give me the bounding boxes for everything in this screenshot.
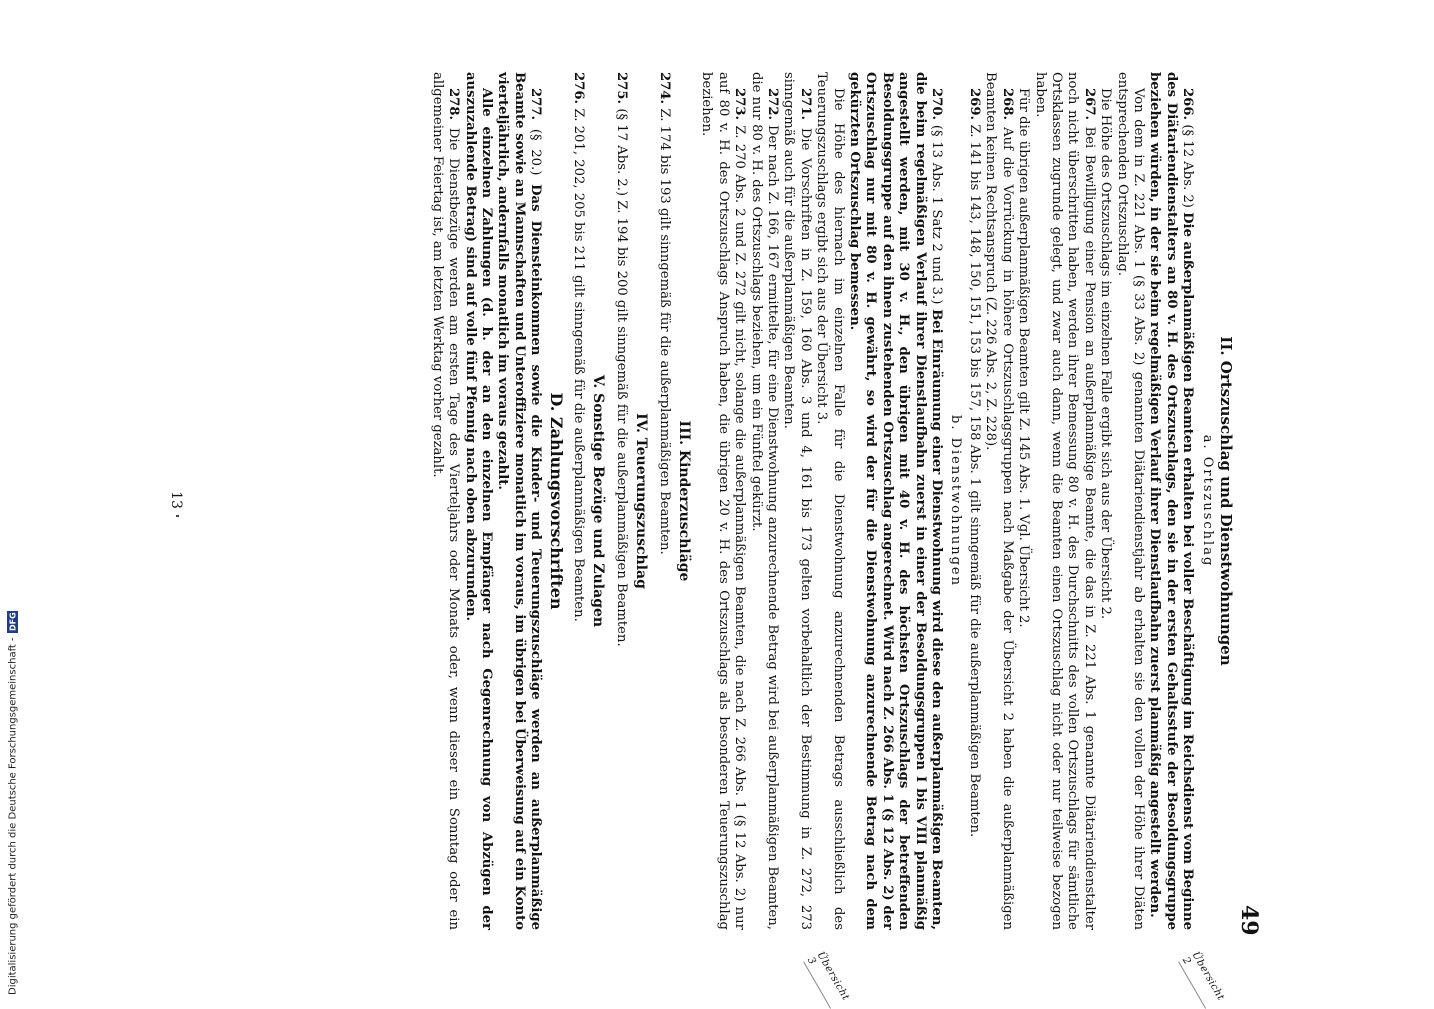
subheading-dienstwohnungen: b. Dienstwohnungen (948, 415, 964, 587)
paragraph-number: 269. (966, 88, 982, 121)
paragraph-270-continuation: Die Höhe des hiernach im einzelnen Falle für die Dienstwohnung anzurechnenden Betrags ausschließlich des Teuerungszuschlags ergibt sich aus der Übersicht 3. (814, 72, 846, 930)
paragraph-268 (982, 72, 1015, 930)
paragraph-text: Der nach Z. 166, 167 ermittelte, für eine Dienstwohnung anzurechnende Betrag wird bei außerplanmäßigen Beamten, die nur 80 v. H. des Ortszuschlags beziehen, um ein Fünftel gekürzt. (748, 72, 781, 930)
paragraph-text: Z. 270 Abs. 2 und Z. 272 gilt nicht, solange die außerplanmäßigen Beamten, die nach Z. 266 Abs. 1 (§ 12 Abs. 2) nur auf 80 v. H. des Ortszuschlags Anspruch haben, die übrigen 20 v. H. des Ortszuschlags als besonderen Teuerungszuschlag beziehen. (699, 72, 748, 930)
paragraph-271 (780, 72, 813, 930)
paragraph-278 (428, 72, 461, 930)
paragraph-number: 268. (999, 88, 1015, 121)
paragraph-276 (570, 72, 586, 930)
paragraph-272 (747, 72, 780, 930)
digitization-credit (6, 600, 20, 995)
paragraph-number: 274. (656, 72, 672, 105)
legal-reference: (§ 13 Abs. 1 Satz 2 und 3.) (929, 124, 945, 305)
paragraph-text: Z. 201, 202, 205 bis 211 gilt sinngemäß für die außerplanmäßigen Beamten. (570, 108, 586, 622)
paragraph-number: 277. (528, 88, 544, 121)
paragraph-bold-text: Bei Einräumung einer Dienstwohnung wird diese den außerplanmäßigen Beamten, die beim regelmäßigen Verlauf ihrer Dienstlaufbahn zuerst in einer der Besoldungsgruppen I bis VIII planmäßig angestellt werden, mit 30 v. H., den übrigen mit 40 v. H. des höchsten Ortszuschlags der betreffenden Besoldungsgruppe auf den ihnen zustehenden Ortszuschlag angerechnet. Wird nach Z. 266 Abs. 1 (§ 12 Abs. 2) der Ortszuschlag nur mit 80 v. H. gewährt, so wird der für die Dienstwohnung anzurechnende Betrag nach dem gekürzten Ortszuschlag bemessen. (847, 72, 945, 930)
paragraph-text: (§ 17 Abs. 2.) Z. 194 bis 200 gilt sinngemäß für die außerplanmäßigen Beamten. (613, 108, 629, 647)
page-number: 49 (1236, 905, 1262, 936)
scan-speck (176, 515, 179, 517)
legal-reference: (§ 20.) (528, 128, 544, 176)
section-heading-kinderzuschlaege: III. Kinderzuschläge (676, 420, 692, 582)
credit-text: Digitalisierung gefördert durch die Deutsche Forschungsgemeinschaft - (7, 637, 19, 995)
paragraph-266 (1146, 72, 1195, 930)
paragraph-274 (655, 72, 671, 930)
paragraph-277 (494, 72, 543, 930)
paragraph-267-intro: Die Höhe des Ortszuschlags im einzelnen Falle ergibt sich aus der Übersicht 2. (1098, 88, 1114, 620)
paragraph-number: 276. (570, 72, 586, 105)
paragraph-273 (698, 72, 747, 930)
margin-note-uebersicht-3: Übersicht 3 (803, 950, 851, 1009)
paragraph-number: 267. (1081, 88, 1097, 121)
footer-page-number: 13 (168, 491, 184, 509)
paragraph-267-continuation: Für die übrigen außerplanmäßigen Beamten gilt Z. 145 Abs. 1. Vgl. Übersicht 2. (1016, 88, 1032, 628)
paragraph-270 (846, 72, 944, 930)
section-heading-zahlungsvorschriften: D. Zahlungsvorschriften (546, 392, 566, 610)
subheading-ortszuschlag: a. Ortszuschlag (1199, 434, 1215, 568)
paragraph-number: 273. (732, 88, 748, 121)
section-heading-sonstige-bezuege: V. Sonstige Bezüge und Zulagen (590, 374, 607, 628)
paragraph-number: 266. (1180, 88, 1196, 121)
paragraph-text: Z. 174 bis 193 gilt sinngemäß für die außerplanmäßigen Beamten. (656, 108, 672, 555)
paragraph-number: 275. (613, 72, 629, 105)
paragraph-text: Die Dienstbezüge werden am ersten Tage des Vierteljahrs oder Monats oder, wenn dieser ein Sonntag oder ein allgemeiner Feiertag ist, am letzten Werktag vorher gezahlt. (429, 72, 462, 931)
section-heading-ortszuschlag: II. Ortszuschlag und Dienstwohnungen (1217, 336, 1235, 666)
section-heading-teuerungszuschlag: IV. Teuerungszuschlag (633, 413, 650, 589)
paragraph-number: 270. (929, 88, 945, 121)
paragraph-text: Die Vorschriften in Z. 159, 160 Abs. 3 und 4, 161 bis 173 gelten vorbehaltlich der Bestimmung in Z. 272, 273 sinngemäß auch für die außerplanmäßigen Beamten. (781, 72, 813, 930)
margin-note-uebersicht-2: Übersicht 2 (1178, 950, 1226, 1009)
paragraph-277-continuation: Alle einzelnen Zahlungen (d. h. der an den einzelnen Empfänger nach Gegenrechnung von Abzügen der auszuzahlende Betrag) sind auf volle fünf Pfennig nach oben abzurunden. (462, 72, 494, 930)
paragraph-269 (966, 72, 982, 930)
paragraph-275 (612, 72, 628, 930)
paragraph-267 (1031, 72, 1097, 930)
paragraph-number: 272. (765, 88, 781, 121)
paragraph-text: Z. 141 bis 143, 148, 150, 151, 153 bis 157, 158 Abs. 1 gilt sinngemäß für die außerplanmäßigen Beamten. (966, 124, 982, 838)
paragraph-text: Auf die Vorrückung in höhere Ortszuschlagsgruppen nach Maßgabe der Übersicht 2 haben die außerplanmäßigen Beamten keinen Rechtsanspruch (Z. 226 Abs. 2, Z. 228). (983, 72, 1015, 930)
paragraph-266-continuation: Von dem in Z. 221 Abs. 1 (§ 33 Abs. 2) genannten Diätariendienstjahr ab erhalten sie den vollen der Höhe ihrer Diäten entsprechenden Ortszuschlag. (1114, 72, 1146, 930)
dfg-logo-icon: DFG (8, 612, 18, 632)
paragraph-bold-text: Das Diensteinkommen sowie die Kinder- und Teuerungszuschläge werden an außerplanmäßige Beamte sowie an Mannschaften und Unteroffiziere monatlich im voraus, im übrigen bei Überweisung auf ein Konto vierteljährlich, andernfalls monatlich im voraus gezahlt. (495, 72, 544, 930)
document-body (428, 72, 1234, 930)
paragraph-bold-text: Die außerplanmäßigen Beamten erhalten bei voller Beschäftigung im Reichsdienst vom Beginne des Diätariendienstalters an 80 v. H. des Ortszuschlags, den sie in der ersten Gehaltsstufe der Besoldungsgruppe beziehen würden, in der sie beim regelmäßigen Verlauf ihrer Dienstlaufbahn zuerst planmäßig angestellt werden. (1147, 72, 1196, 930)
paragraph-text: Bei Bewilligung einer Pension an außerplanmäßige Beamte, die das in Z. 221 Abs. 1 genannte Diätariendienstalter noch nicht überschritten haben, werden ihrer Bemessung 80 v. H. des Durchschnitts des vollen Ortszuschlags für sämtliche Ortsklassen zugrunde gelegt, und zwar auch dann, wenn die Beamten einen Ortszuschlag nicht oder nur teilweise bezogen haben. (1032, 72, 1097, 930)
paragraph-number: 278. (446, 88, 462, 121)
paragraph-number: 271. (797, 88, 813, 121)
legal-reference: (§ 12 Abs. 2) (1180, 124, 1196, 208)
